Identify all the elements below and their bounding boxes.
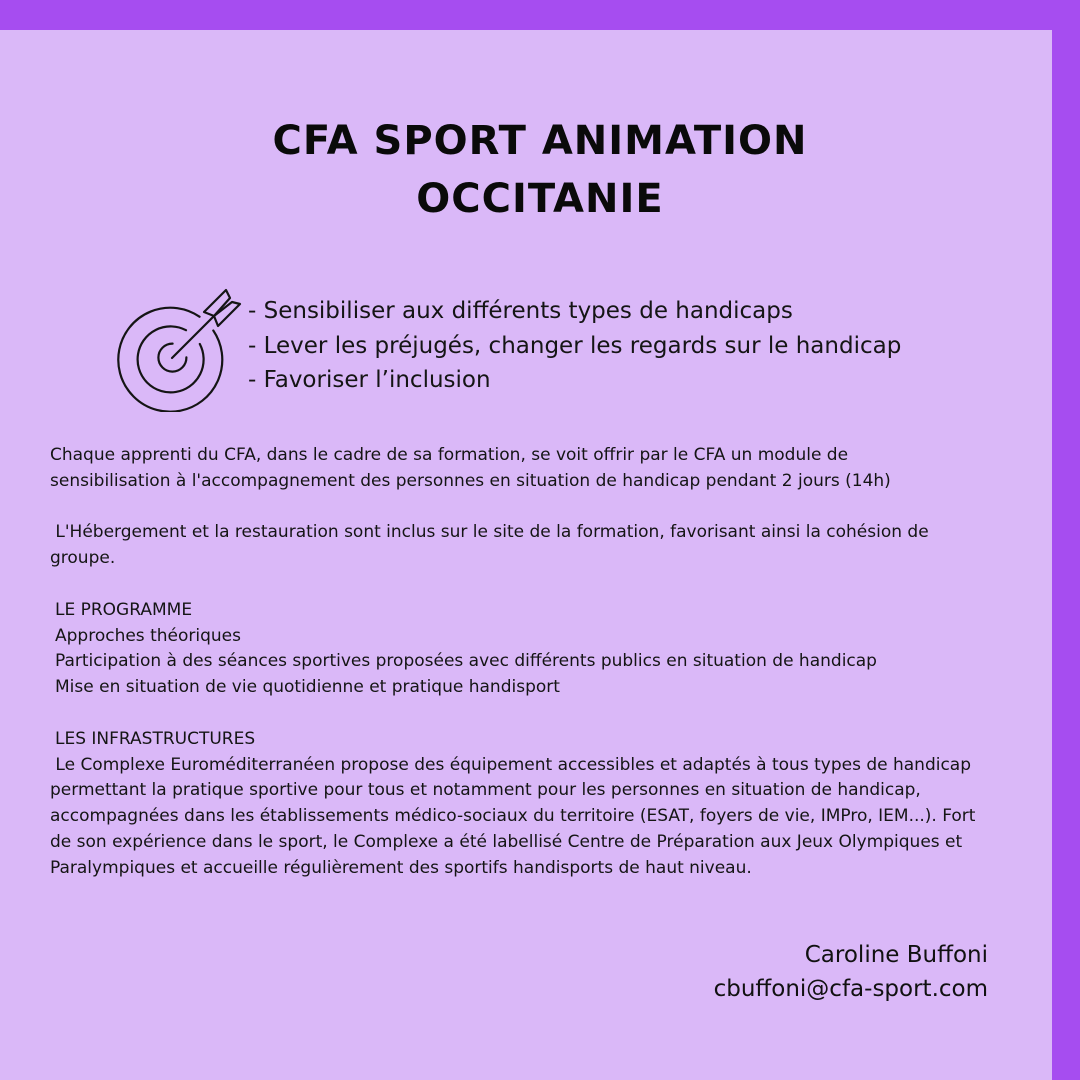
programme-item: Approches théoriques (55, 625, 241, 646)
infrastructures-line: Le Complexe Euroméditerranéen propose des équipement accessibles et adaptés à tous types de handicap (50, 754, 972, 775)
description-body (50, 443, 1030, 882)
infrastructures-heading: LES INFRASTRUCTURES (55, 728, 256, 749)
title-line-2: OCCITANIE (416, 176, 664, 222)
target-with-arrow-icon (112, 276, 252, 412)
objectives-list (248, 294, 901, 398)
objective-item: - Lever les préjugés, changer les regards sur le handicap (248, 332, 902, 359)
intro-line: sensibilisation à l'accompagnement des personnes en situation de handicap pendant 2 jours (14h) (50, 470, 891, 491)
infrastructures-line: Paralympiques et accueille régulièrement des sportifs handisports de haut niveau. (50, 857, 752, 878)
programme-item: Participation à des séances sportives proposées avec différents publics en situation de handicap (55, 651, 877, 672)
contact-name: Caroline Buffoni (804, 942, 988, 968)
page-title (0, 112, 1080, 228)
intro-line: Chaque apprenti du CFA, dans le cadre de sa formation, se voit offrir par le CFA un module de (50, 445, 849, 465)
objective-item: - Favoriser l’inclusion (248, 367, 491, 393)
programme-item: Mise en situation de vie quotidienne et pratique handisport (55, 677, 560, 698)
contact-email[interactable]: cbuffoni@cfa-sport.com (713, 976, 988, 1002)
title-line-1: CFA SPORT ANIMATION (272, 118, 808, 164)
objective-item: - Sensibiliser aux différents types de handicaps (248, 298, 793, 324)
programme-heading: LE PROGRAMME (55, 599, 193, 620)
infrastructures-line: permettant la pratique sportive pour tous et notamment pour les personnes en situation de handicap, (50, 780, 921, 801)
infrastructures-line: de son expérience dans le sport, le Complexe a été labellisé Centre de Préparation aux Jeux Olympiques et (50, 831, 963, 852)
lodging-line: groupe. (50, 548, 116, 569)
infrastructures-line: accompagnées dans les établissements médico-sociaux du territoire (ESAT, foyers de vie, IMPro, IEM...). Fort (50, 806, 976, 827)
lodging-line: L'Hébergement et la restauration sont inclus sur le site de la formation, favorisant ainsi la cohésion de (50, 522, 929, 543)
contact-block (714, 938, 988, 1006)
